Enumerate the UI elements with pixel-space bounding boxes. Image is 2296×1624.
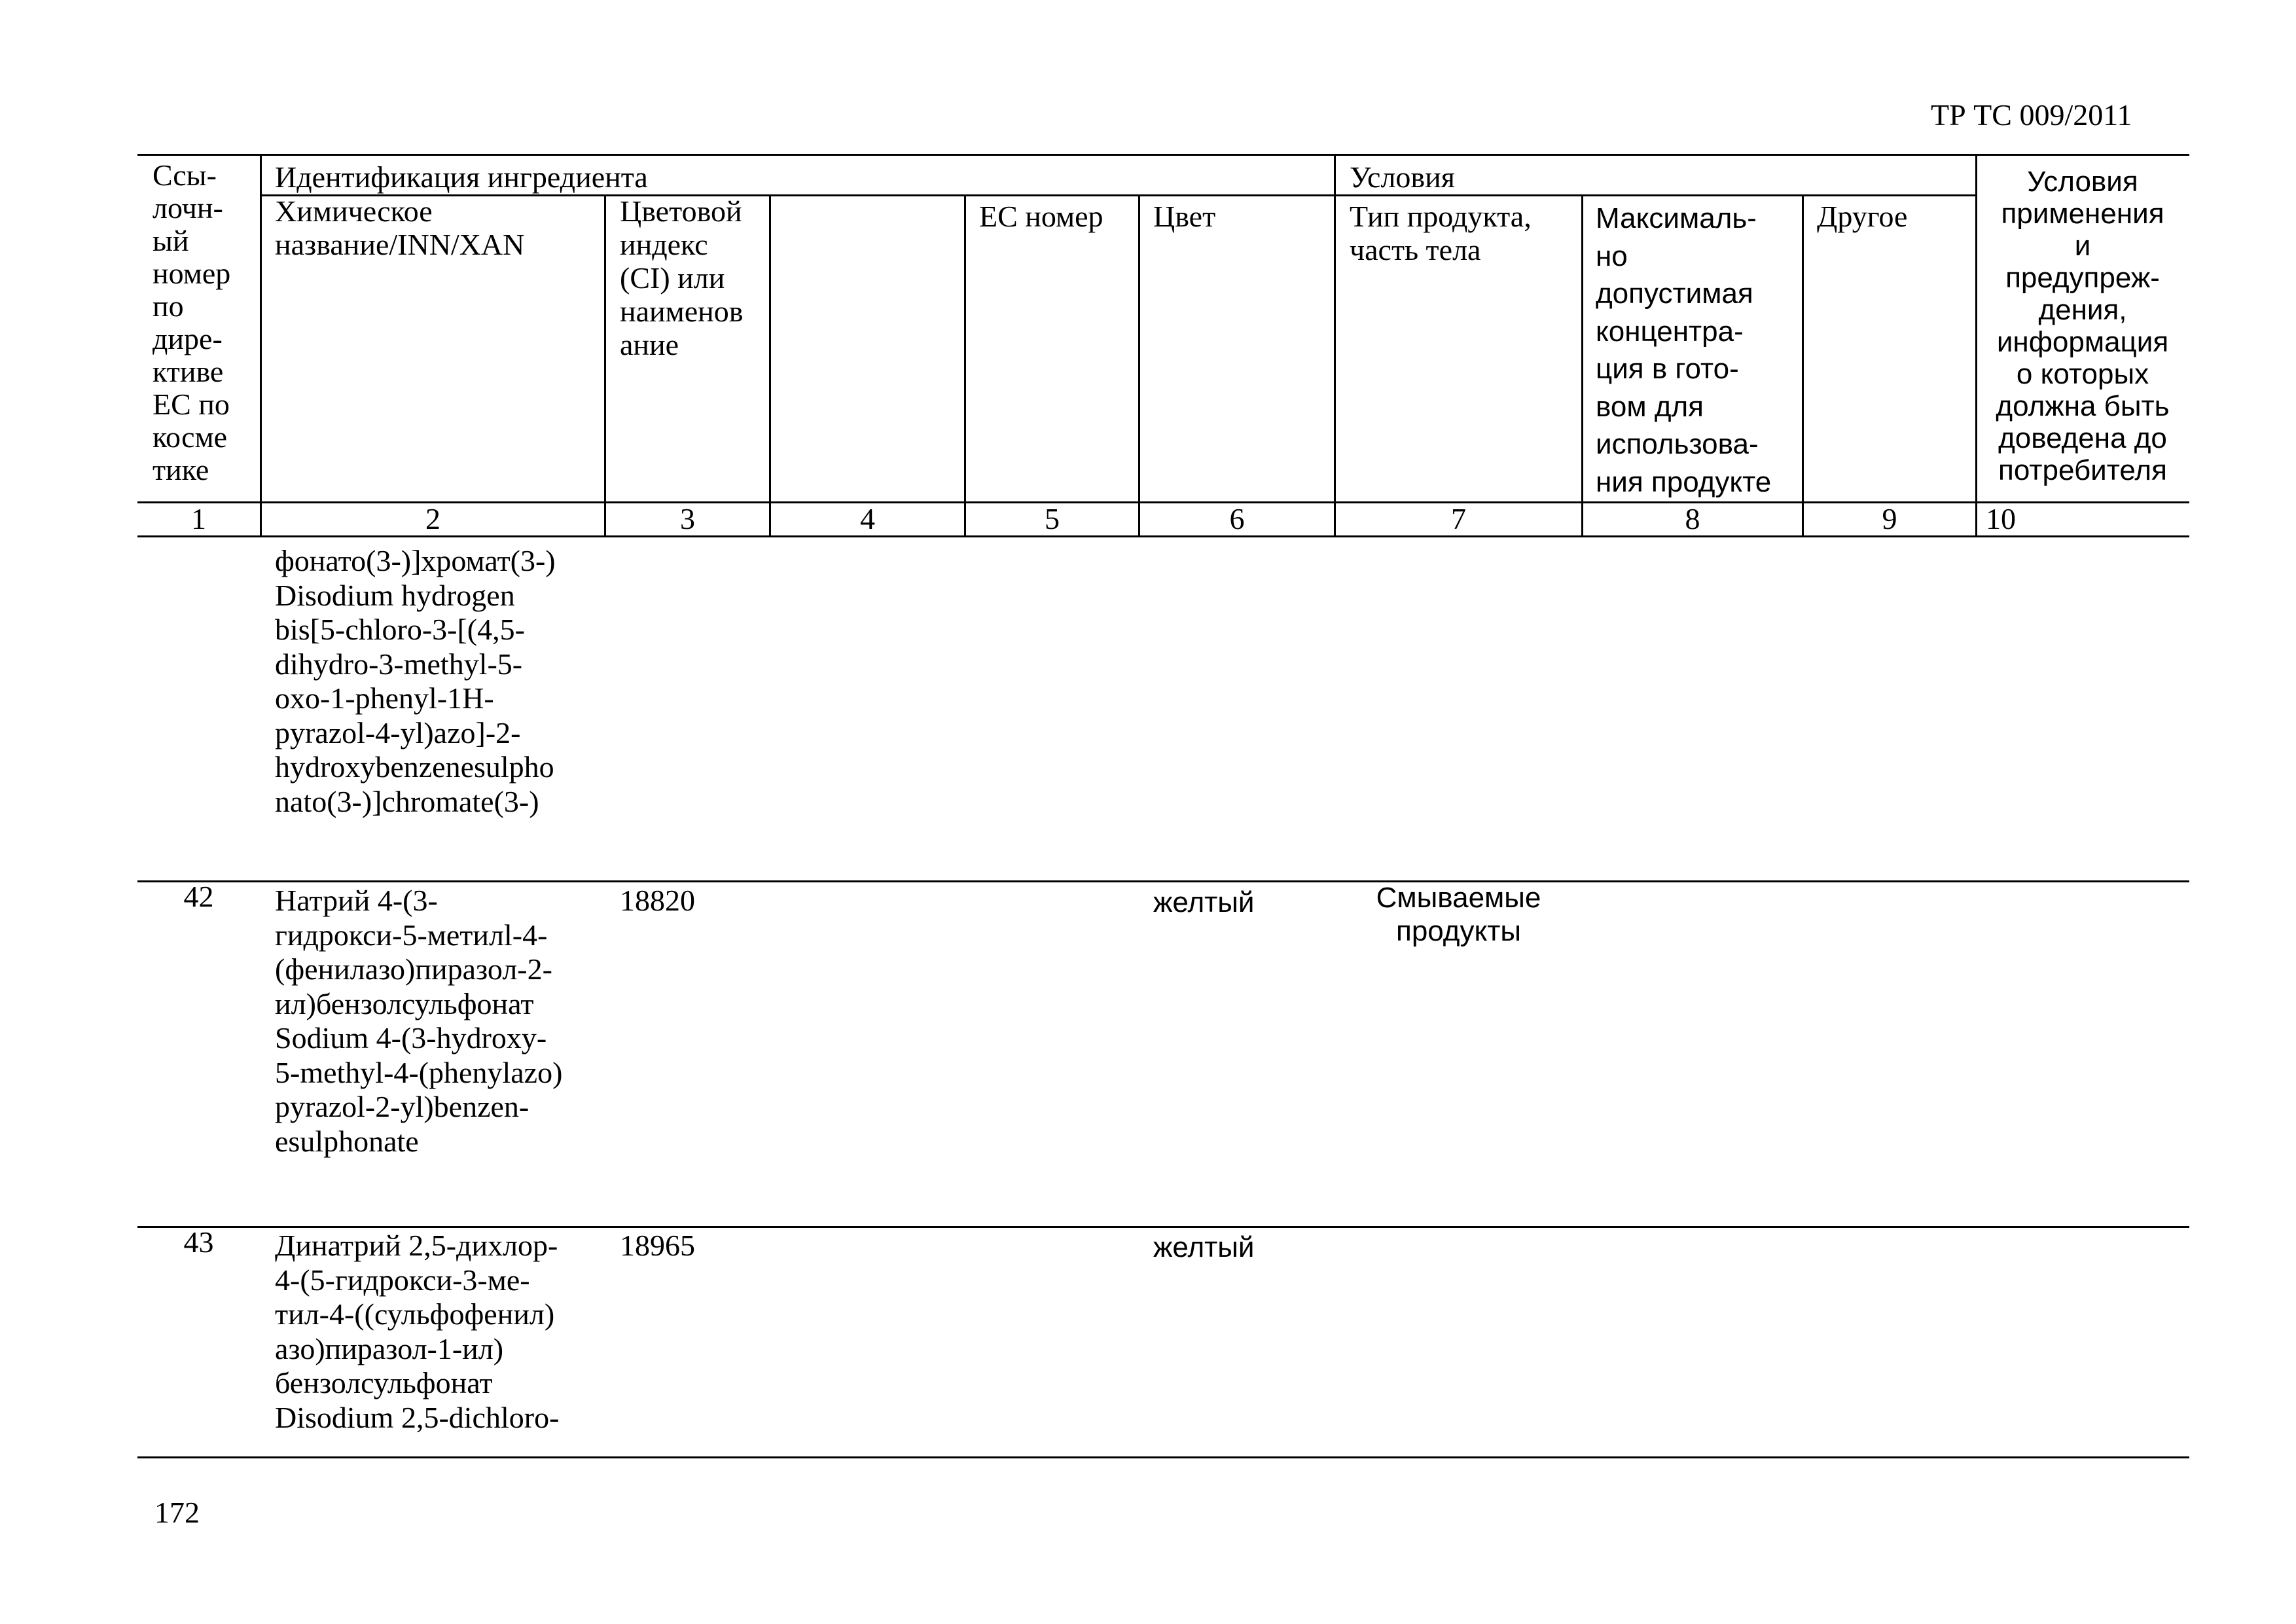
column-number: 1 xyxy=(191,502,206,535)
column-divider xyxy=(1802,194,1804,536)
row-chemical-name: Динатрий 2,5-дихлор- 4-(5-гидрокси-3-ме- тил-4-((сульфофенил) азо)пиразол-1-ил) бензолсульфонат Disodium 2,5-dichloro- xyxy=(275,1229,560,1434)
table-top-border xyxy=(137,154,2189,156)
row-ref-number: 42 xyxy=(183,880,214,913)
column-number: 3 xyxy=(680,502,695,535)
column-number: 4 xyxy=(860,502,875,535)
column-number: 7 xyxy=(1451,502,1466,535)
row-chemical-name: Натрий 4-(3- гидрокси-5-метилl-4- (фенилазо)пиразол-2- ил)бензолсульфонат Sodium 4-(3-hydroxy- 5-methyl-4-(phenylazo) pyrazol-2-yl)benzen- esulphonate xyxy=(275,884,563,1158)
header-conditions: Условия xyxy=(1350,160,1455,194)
column-number: 6 xyxy=(1229,502,1245,535)
header-max-concentration: Максималь- но допустимая концентра- ция в гото- вом для использова- ния продукте xyxy=(1596,202,1772,498)
document-code: ТР ТС 009/2011 xyxy=(1931,98,2132,132)
header-other: Другое xyxy=(1817,200,1908,233)
row-divider xyxy=(137,880,2189,882)
row-color-index: 18820 xyxy=(620,884,695,917)
row-color-index: 18965 xyxy=(620,1229,695,1262)
column-number: 8 xyxy=(1685,502,1700,535)
header-ref-number: Ссы- лочн- ый номер по дире- ктиве ЕС по косме тике xyxy=(152,158,231,486)
header-ec-number: ЕС номер xyxy=(979,200,1103,233)
header-ingredient-identification: Идентификация ингредиента xyxy=(275,160,648,194)
column-divider xyxy=(769,194,771,536)
column-divider xyxy=(1334,154,1336,536)
column-divider xyxy=(1581,194,1583,536)
row-ref-number: 43 xyxy=(183,1225,214,1259)
column-number: 2 xyxy=(425,502,440,535)
numbers-row-border xyxy=(137,535,2189,537)
header-color-index: Цветовой индекс (CI) или наименов ание xyxy=(620,194,744,361)
header-product-type: Тип продукта, часть тела xyxy=(1350,200,1532,266)
row-chemical-name: фонато(3-)]хромат(3-) Disodium hydrogen bis[5-chloro-3-[(4,5- dihydro-3-methyl-5- oxo-1-phenyl-1H- pyrazol-4-yl)azo]-2- hydroxybenzenesulpho nato(3-)]chromate(3-) xyxy=(275,544,556,818)
page-number: 172 xyxy=(154,1496,200,1529)
row-color: желтый xyxy=(1153,886,1255,918)
column-divider xyxy=(604,194,606,536)
column-number: 5 xyxy=(1045,502,1060,535)
column-number: 9 xyxy=(1882,502,1897,535)
column-divider xyxy=(1138,194,1140,536)
column-divider xyxy=(964,194,966,536)
column-divider xyxy=(260,154,262,536)
header-color: Цвет xyxy=(1153,200,1216,233)
table-bottom-border xyxy=(137,1456,2189,1458)
column-number: 10 xyxy=(1986,502,2016,535)
column-divider xyxy=(1975,154,1977,536)
header-chemical-name: Химическое название/INN/XAN xyxy=(275,194,525,261)
header-usage-conditions: Условия применения и предупреж- дения, информация о которых должна быть доведена до потребителя xyxy=(1996,166,2170,486)
row-color: желтый xyxy=(1153,1231,1255,1263)
row-divider xyxy=(137,1226,2189,1228)
row-product-type: Смываемые продукты xyxy=(1376,882,1541,947)
